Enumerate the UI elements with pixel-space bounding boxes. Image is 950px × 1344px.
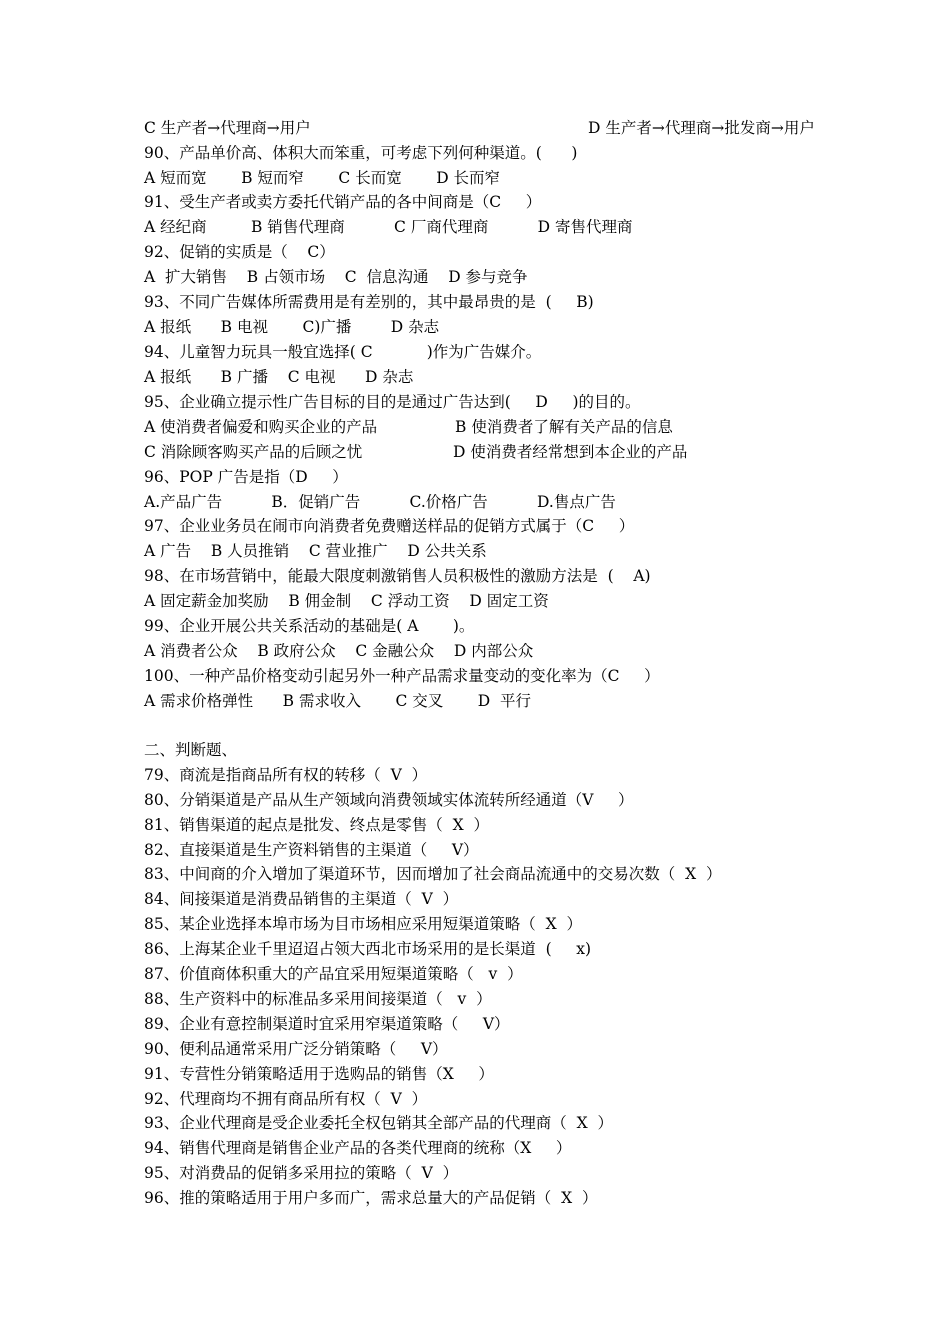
question-99: 99、企业开展公共关系活动的基础是( A )。 <box>144 617 475 635</box>
question-95: 95、企业确立提示性广告目标的目的是通过广告达到( D )的目的。 <box>144 393 641 411</box>
text-line <box>144 118 815 138</box>
question-92: 92、促销的实质是（ C） <box>144 243 335 261</box>
judgment-item: 92、代理商均不拥有商品所有权（ V ） <box>144 1090 428 1108</box>
options-98: A 固定薪金加奖励 B 佣金制 C 浮动工资 D 固定工资 <box>144 592 549 610</box>
question-94: 94、儿童智力玩具一般宜选择( C )作为广告媒介。 <box>144 343 542 361</box>
options-92: A 扩大销售 B 占领市场 C 信息沟通 D 参与竞争 <box>144 268 528 286</box>
judgment-item: 85、某企业选择本埠市场为目市场相应采用短渠道策略（ X ） <box>144 915 582 933</box>
judgment-item: 81、销售渠道的起点是批发、终点是零售（ X ） <box>144 816 489 834</box>
options-93: A 报纸 B 电视 C)广播 D 杂志 <box>144 318 440 336</box>
judgment-item: 95、对消费品的促销多采用拉的策略（ V ） <box>144 1164 459 1182</box>
option-b: B 使消费者了解有关产品的信息 <box>455 418 673 436</box>
judgment-item: 91、专营性分销策略适用于选购品的销售（X ） <box>144 1065 494 1083</box>
judgment-item: 83、中间商的介入增加了渠道环节，因而增加了社会商品流通中的交易次数（ X ） <box>144 865 722 883</box>
judgment-item: 79、商流是指商品所有权的转移（ V ） <box>144 766 428 784</box>
question-91: 91、受生产者或卖方委托代销产品的各中间商是（C ） <box>144 193 542 211</box>
options-95-ab <box>144 417 673 437</box>
options-91: A 经纪商 B 销售代理商 C 厂商代理商 D 寄售代理商 <box>144 218 633 236</box>
judgment-item: 87、价值商体积重大的产品宜采用短渠道策略（ v ） <box>144 965 523 983</box>
judgment-item: 93、企业代理商是受企业委托全权包销其全部产品的代理商（ X ） <box>144 1114 613 1132</box>
question-93: 93、不同广告媒体所需费用是有差别的，其中最昂贵的是 ( B) <box>144 293 594 311</box>
option-d: D 生产者→代理商→批发商→用户 <box>588 119 815 137</box>
options-96: A.产品广告 B．促销广告 C.价格广告 D.售点广告 <box>144 493 616 511</box>
options-100: A 需求价格弹性 B 需求收入 C 交叉 D 平行 <box>144 692 532 710</box>
options-97: A 广告 B 人员推销 C 营业推广 D 公共关系 <box>144 542 487 560</box>
judgment-item: 94、销售代理商是销售企业产品的各类代理商的统称（X ） <box>144 1139 572 1157</box>
question-100: 100、一种产品价格变动引起另外一种产品需求量变动的变化率为（C ） <box>144 667 660 685</box>
judgment-item: 82、直接渠道是生产资料销售的主渠道（ V） <box>144 841 479 859</box>
question-98: 98、在市场营销中，能最大限度刺激销售人员积极性的激励方法是 ( A) <box>144 567 651 585</box>
question-90: 90、产品单价高、体积大而笨重，可考虑下列何种渠道。( ) <box>144 144 578 162</box>
judgment-item: 88、生产资料中的标准品多采用间接渠道（ v ） <box>144 990 492 1008</box>
options-90: A 短而宽 B 短而窄 C 长而宽 D 长而窄 <box>144 169 501 187</box>
question-97: 97、企业业务员在闹市向消费者免费赠送样品的促销方式属于（C ） <box>144 517 635 535</box>
option-d: D 使消费者经常想到本企业的产品 <box>453 443 688 461</box>
option-c: C 消除顾客购买产品的后顾之忧 <box>144 443 363 461</box>
judgment-item: 86、上海某企业千里迢迢占领大西北市场采用的是长渠道 ( x) <box>144 940 592 958</box>
judgment-item: 84、间接渠道是消费品销售的主渠道（ V ） <box>144 890 459 908</box>
section-heading: 二、判断题、 <box>144 741 238 759</box>
option-a: A 使消费者偏爱和购买企业的产品 <box>144 418 378 436</box>
judgment-item: 90、便利品通常采用广泛分销策略（ V） <box>144 1040 448 1058</box>
option-c: C 生产者→代理商→用户 <box>144 119 311 137</box>
judgment-item: 80、分销渠道是产品从生产领域向消费领域实体流转所经通道（V ） <box>144 791 634 809</box>
judgment-item: 96、推的策略适用于用户多而广，需求总量大的产品促销（ X ） <box>144 1189 598 1207</box>
options-99: A 消费者公众 B 政府公众 C 金融公众 D 内部公众 <box>144 642 534 660</box>
question-96: 96、POP 广告是指（D ） <box>144 468 348 486</box>
judgment-item: 89、企业有意控制渠道时宜采用窄渠道策略（ V） <box>144 1015 510 1033</box>
options-94: A 报纸 B 广播 C 电视 D 杂志 <box>144 368 414 386</box>
options-95-cd <box>144 442 688 462</box>
